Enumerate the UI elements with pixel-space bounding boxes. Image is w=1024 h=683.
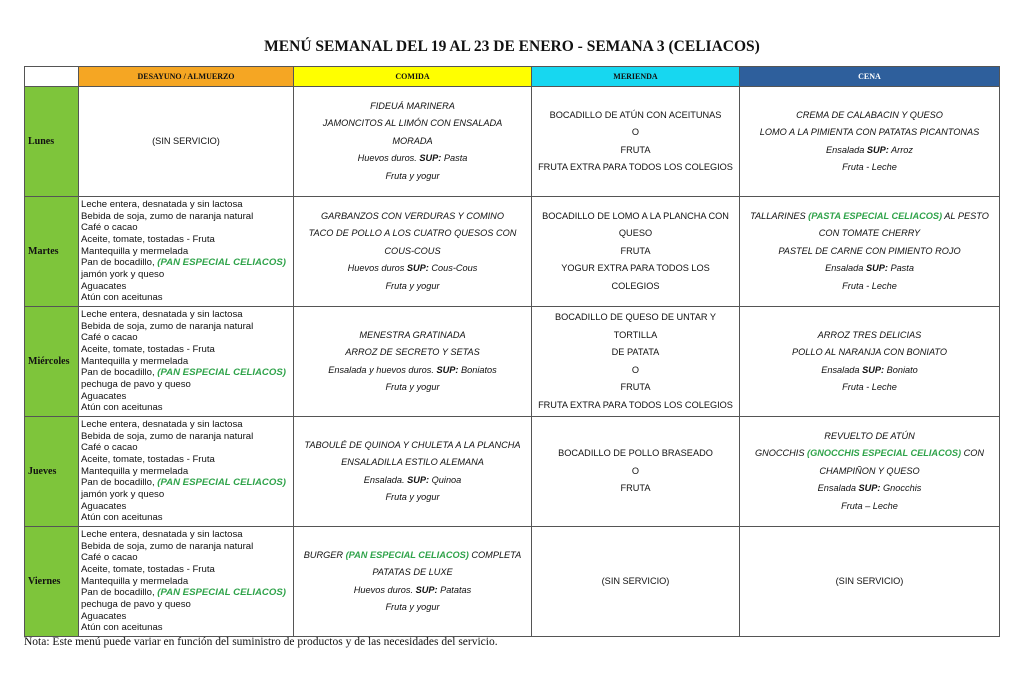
day-label: Lunes [25,87,79,197]
desayuno-cell [79,417,294,527]
footnote: Nota: Este menú puede variar en función del suministro de productos y de las necesidades del servicio. [24,636,498,648]
cena-line: Ensalada SUP: Arroz [826,144,913,155]
sup-label: SUP: [436,364,459,375]
desayuno-line: Pan de bocadillo, (PAN ESPECIAL CELIACOS) [81,477,286,489]
cena-line: Ensalada SUP: Boniato [821,364,918,375]
desayuno-line: Café o cacao [81,222,138,234]
celiac-highlight: (PAN ESPECIAL CELIACOS) [157,367,286,379]
comida-line: COUS-COUS [384,245,441,256]
comida-cell [294,87,532,197]
cena-line: Fruta - Leche [842,162,897,172]
comida-line: Fruta y yogur [385,280,440,291]
desayuno-line: Aceite, tomate, tostadas - Fruta [81,343,215,355]
merienda-line: DE PATATA [611,347,660,357]
desayuno-line: Bebida de soja, zumo de naranja natural [81,540,254,552]
comida-line: PATATAS DE LUXE [372,567,453,577]
table-row [25,417,1000,527]
sup-label: SUP: [419,153,442,164]
desayuno-line: Mantequilla y mermelada [81,355,189,367]
desayuno-line: Café o cacao [81,332,138,344]
desayuno-line: Atún con aceitunas [81,512,163,524]
desayuno-line: Aguacates [81,500,127,512]
merienda-cell [532,527,740,637]
comida-line: ENSALADILLA ESTILO ALEMANA [341,457,484,467]
cena-line: CHAMPIÑON Y QUESO [819,465,920,476]
desayuno-line: (SIN SERVICIO) [152,135,220,146]
sup-label: SUP: [415,584,438,595]
merienda-line: BOCADILLO DE QUESO DE UNTAR Y TORTILLA [555,312,716,340]
comida-line: FIDEUÁ MARINERA [370,100,455,111]
sup-label: SUP: [866,144,889,155]
table-row [25,197,1000,307]
merienda-line: QUESO [618,228,653,239]
comida-line: MORADA [392,135,433,146]
desayuno-line: pechuga de pavo y queso [81,599,191,611]
cena-line: Fruta - Leche [842,382,897,392]
desayuno-cell [79,527,294,637]
merienda-line: O [631,465,640,476]
merienda-cell [532,197,740,307]
cena-line: GNOCCHIS (GNOCCHIS ESPECIAL CELIACOS) CON [754,448,985,459]
comida-line: Fruta y yogur [385,382,440,392]
merienda-line: O [631,364,640,375]
celiac-highlight: (PAN ESPECIAL CELIACOS) [157,477,286,489]
comida-cell [294,307,532,417]
merienda-cell [532,87,740,197]
desayuno-line: Café o cacao [81,442,138,454]
desayuno-line: Aguacates [81,390,127,402]
desayuno-line: Pan de bocadillo, (PAN ESPECIAL CELIACOS) [81,257,286,269]
comida-line: Ensalada. SUP: Quinoa [363,474,462,485]
merienda-line: BOCADILLO DE POLLO BRASEADO [558,448,713,459]
comida-line: Ensalada y huevos duros. SUP: Boniatos [328,364,497,375]
celiac-highlight: (PAN ESPECIAL CELIACOS) [345,549,469,560]
cena-line: LOMO A LA PIMIENTA CON PATATAS PICANTONAS [759,127,980,137]
table-row [25,87,1000,197]
header-row [25,67,1000,87]
desayuno-line: Bebida de soja, zumo de naranja natural [81,320,254,332]
header-desayuno: DESAYUNO / ALMUERZO [79,67,294,87]
desayuno-line: Atún con aceitunas [81,622,163,634]
desayuno-line: jamón york y queso [81,489,165,501]
desayuno-cell [79,197,294,307]
comida-cell [294,197,532,307]
desayuno-line: Pan de bocadillo, (PAN ESPECIAL CELIACOS) [81,587,286,599]
weekly-menu-table [24,66,1000,637]
desayuno-line: Mantequilla y mermelada [81,575,189,587]
cena-line: CREMA DE CALABACIN Y QUESO [796,109,943,120]
comida-line: GARBANZOS CON VERDURAS Y COMINO [321,210,504,221]
desayuno-line: Mantequilla y mermelada [81,245,189,257]
cena-line: CON TOMATE CHERRY [818,228,921,239]
comida-line: Fruta y yogur [385,492,440,502]
cena-line: ARROZ TRES DELICIAS [817,329,922,340]
header-comida: COMIDA [294,67,532,87]
desayuno-line: Leche entera, desnatada y sin lactosa [81,308,243,320]
merienda-line: FRUTA [620,144,651,155]
desayuno-line: Leche entera, desnatada y sin lactosa [81,528,243,540]
desayuno-line: jamón york y queso [81,269,165,281]
desayuno-line: Atún con aceitunas [81,402,163,414]
merienda-line: (SIN SERVICIO) [601,575,670,586]
cena-line: Ensalada SUP: Pasta [825,263,914,274]
merienda-line: O [631,127,640,137]
comida-line: Huevos duros. SUP: Patatas [353,584,472,595]
desayuno-line: Leche entera, desnatada y sin lactosa [81,418,243,430]
desayuno-line: Café o cacao [81,552,138,564]
desayuno-line: Bebida de soja, zumo de naranja natural [81,210,254,222]
day-label: Viernes [25,527,79,637]
desayuno-line: Aguacates [81,610,127,622]
header-cena: CENA [740,67,1000,87]
desayuno-line: Aceite, tomate, tostadas - Fruta [81,453,215,465]
desayuno-line: Bebida de soja, zumo de naranja natural [81,430,254,442]
merienda-line: FRUTA EXTRA PARA TODOS LOS COLEGIOS [538,162,733,172]
page-title: MENÚ SEMANAL DEL 19 AL 23 DE ENERO - SEMANA 3 (CELIACOS) [264,38,760,55]
desayuno-line: Aceite, tomate, tostadas - Fruta [81,563,215,575]
cena-line: Fruta - Leche [842,280,897,291]
celiac-highlight: (GNOCCHIS ESPECIAL CELIACOS) [807,448,962,459]
desayuno-cell [79,307,294,417]
merienda-cell [532,417,740,527]
merienda-line: BOCADILLO DE LOMO A LA PLANCHA CON [542,210,729,221]
desayuno-line: Pan de bocadillo, (PAN ESPECIAL CELIACOS) [81,367,286,379]
desayuno-cell [79,87,294,197]
cena-cell [740,197,1000,307]
merienda-line: FRUTA [620,483,651,494]
cena-line: TALLARINES (PASTA ESPECIAL CELIACOS) AL PESTO [750,210,989,221]
cena-line: POLLO AL NARANJA CON BONIATO [791,347,948,357]
desayuno-line: Mantequilla y mermelada [81,465,189,477]
cena-cell [740,87,1000,197]
cena-line: (SIN SERVICIO) [835,575,904,586]
sup-label: SUP: [865,263,888,274]
merienda-line: FRUTA EXTRA PARA TODOS LOS COLEGIOS [538,399,733,410]
desayuno-line: Atún con aceitunas [81,292,163,304]
comida-cell [294,417,532,527]
cena-line: PASTEL DE CARNE CON PIMIENTO ROJO [778,245,961,256]
table-row [25,307,1000,417]
sup-label: SUP: [862,364,885,375]
cena-cell [740,527,1000,637]
cena-line: Fruta – Leche [841,500,898,511]
comida-line: Fruta y yogur [385,602,440,612]
table-row [25,527,1000,637]
celiac-highlight: (PASTA ESPECIAL CELIACOS) [808,210,943,221]
comida-line: MENESTRA GRATINADA [359,329,466,340]
merienda-line: BOCADILLO DE ATÚN CON ACEITUNAS [549,109,722,120]
merienda-cell [532,307,740,417]
merienda-line: FRUTA [620,245,651,256]
comida-line: BURGER (PAN ESPECIAL CELIACOS) COMPLETA [303,549,522,560]
desayuno-line: pechuga de pavo y queso [81,379,191,391]
comida-line: Fruta y yogur [385,170,440,181]
comida-line: Huevos duros SUP: Cous-Cous [347,263,478,274]
comida-line: JAMONCITOS AL LIMÓN CON ENSALADA [322,118,503,129]
comida-line: TACO DE POLLO A LOS CUATRO QUESOS CON [308,228,517,239]
header-corner [25,67,79,87]
comida-cell [294,527,532,637]
cena-cell [740,307,1000,417]
cena-line: Ensalada SUP: Gnocchis [817,483,922,494]
merienda-line: FRUTA [620,382,651,392]
merienda-line: YOGUR EXTRA PARA TODOS LOS COLEGIOS [561,263,710,291]
comida-line: TABOULÉ DE QUINOA Y CHULETA A LA PLANCHA [304,439,521,450]
celiac-highlight: (PAN ESPECIAL CELIACOS) [157,587,286,599]
cena-line: REVUELTO DE ATÚN [824,430,915,441]
sup-label: SUP: [407,474,430,485]
sup-label: SUP: [406,263,429,274]
cena-cell [740,417,1000,527]
day-label: Miércoles [25,307,79,417]
comida-line: Huevos duros. SUP: Pasta [357,153,468,164]
desayuno-line: Aceite, tomate, tostadas - Fruta [81,233,215,245]
day-label: Jueves [25,417,79,527]
header-merienda: MERIENDA [532,67,740,87]
sup-label: SUP: [858,483,881,494]
day-label: Martes [25,197,79,307]
desayuno-line: Aguacates [81,280,127,292]
desayuno-line: Leche entera, desnatada y sin lactosa [81,198,243,210]
comida-line: ARROZ DE SECRETO Y SETAS [345,347,480,357]
celiac-highlight: (PAN ESPECIAL CELIACOS) [157,257,286,269]
